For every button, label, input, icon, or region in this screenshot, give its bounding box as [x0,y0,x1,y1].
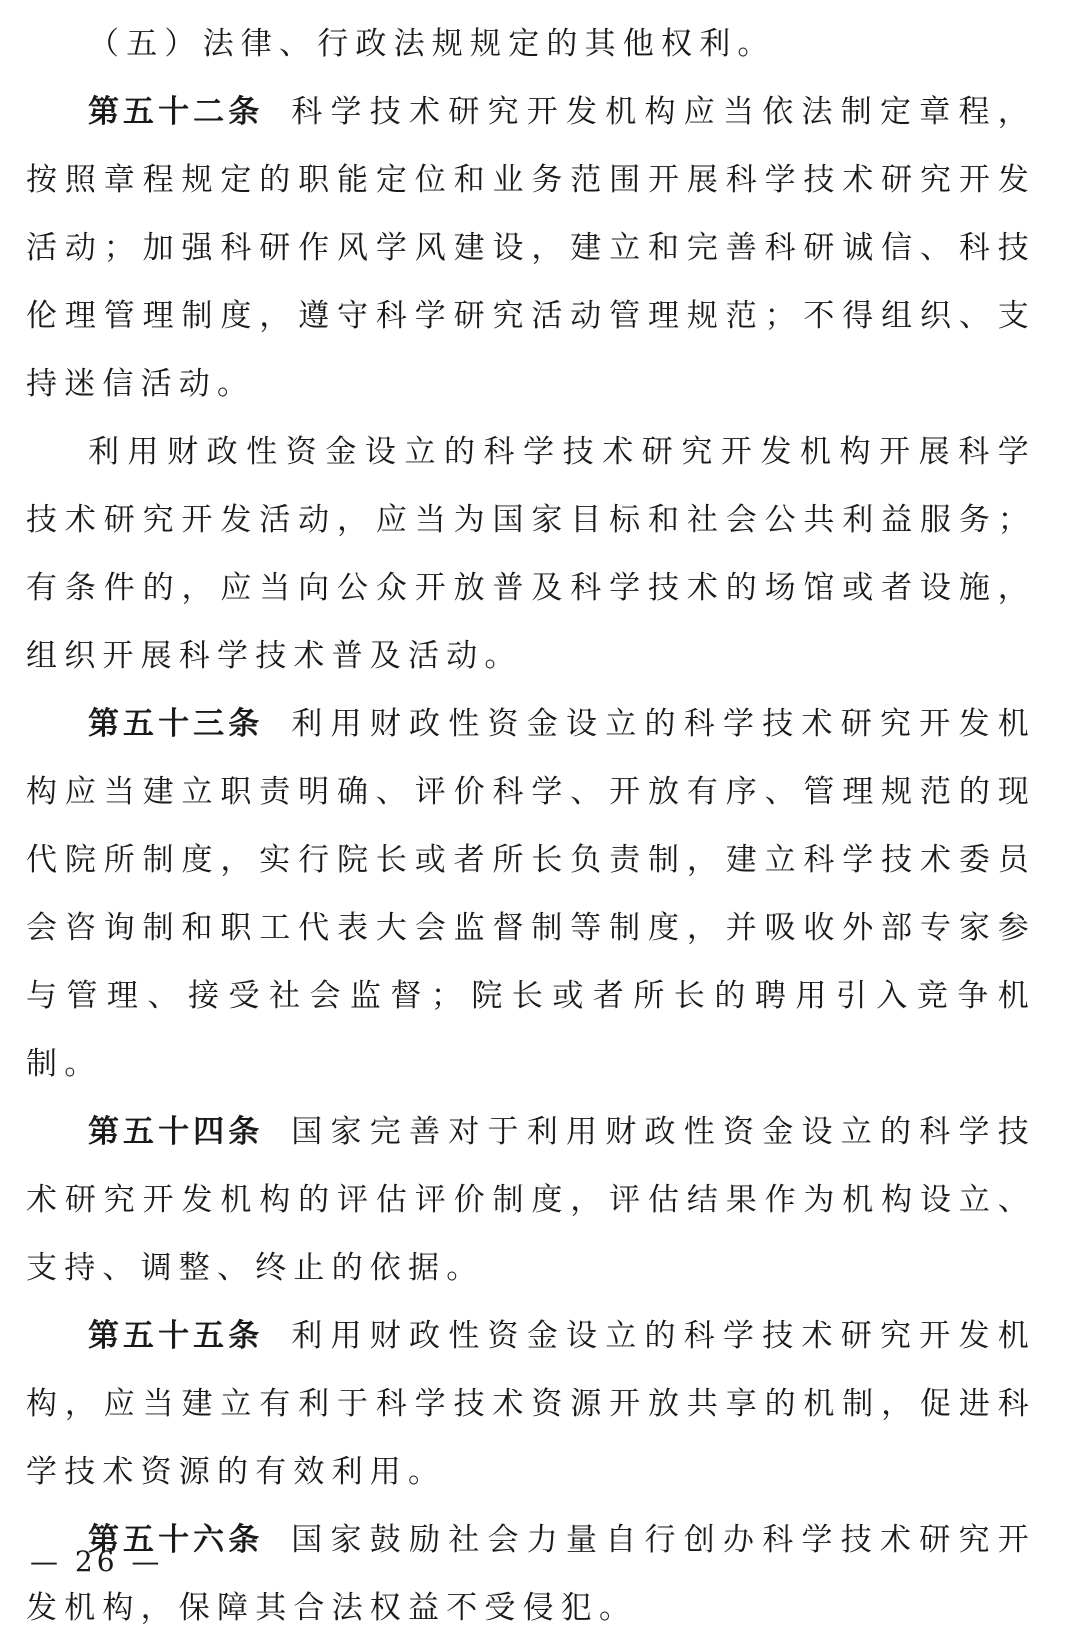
paragraph-text: 国家鼓励社会力量自行创办科学技术研究开发机构，保障其合法权益不受侵犯。 [26,1522,1036,1626]
article-heading: 第五十六条 [88,1522,264,1558]
document-body [26,10,1036,1642]
article-56 [26,1506,1036,1642]
paragraph-text: （五）法律、行政法规规定的其他权利。 [88,26,776,62]
article-heading: 第五十五条 [88,1318,264,1354]
article-heading: 第五十二条 [88,94,264,130]
article-53 [26,690,1036,1098]
paragraph-text: 国家完善对于利用财政性资金设立的科学技术研究开发机构的评估评价制度，评估结果作为机构设立、支持、调整、终止的依据。 [26,1114,1036,1286]
article-heading: 第五十四条 [88,1114,264,1150]
paragraph-text: 科学技术研究开发机构应当依法制定章程，按照章程规定的职能定位和业务范围开展科学技术研究开发活动；加强科研作风学风建设，建立和完善科研诚信、科技伦理管理制度，遵守科学研究活动管理规范；不得组织、支持迷信活动。 [26,94,1036,402]
paragraph-1 [26,10,1036,78]
page-number: — 26 — [30,1545,164,1578]
paragraph-text: 利用财政性资金设立的科学技术研究开发机构应当建立职责明确、评价科学、开放有序、管理规范的现代院所制度，实行院长或者所长负责制，建立科学技术委员会咨询制和职工代表大会监督制等制度，并吸收外部专家参与管理、接受社会监督；院长或者所长的聘用引入竞争机制。 [26,706,1036,1082]
paragraph-3 [26,418,1036,690]
article-55 [26,1302,1036,1506]
article-52 [26,78,1036,418]
paragraph-text: 利用财政性资金设立的科学技术研究开发机构，应当建立有利于科学技术资源开放共享的机制，促进科学技术资源的有效利用。 [26,1318,1036,1490]
article-heading: 第五十三条 [88,706,264,742]
article-54 [26,1098,1036,1302]
paragraph-text: 利用财政性资金设立的科学技术研究开发机构开展科学技术研究开发活动，应当为国家目标和社会公共利益服务；有条件的，应当向公众开放普及科学技术的场馆或者设施，组织开展科学技术普及活动。 [26,434,1036,674]
